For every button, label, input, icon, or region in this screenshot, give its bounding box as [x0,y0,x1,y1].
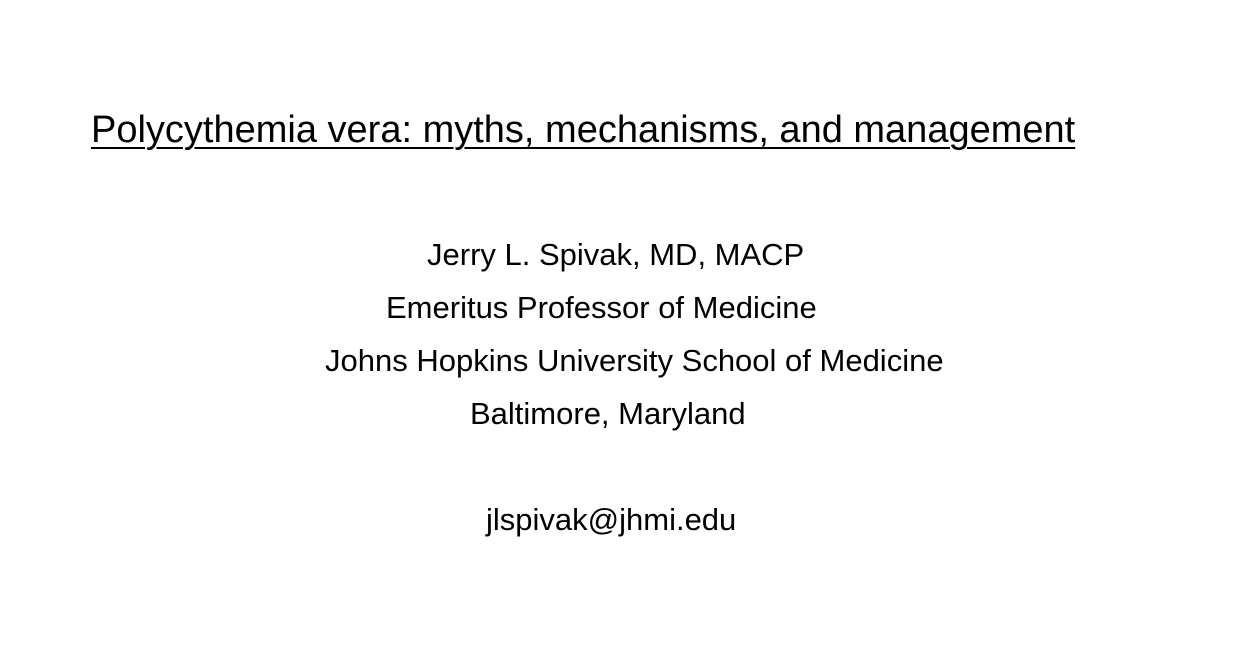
author-institution: Johns Hopkins University School of Medicine [325,343,944,378]
author-name: Jerry L. Spivak, MD, MACP [427,237,805,272]
author-email: jlspivak@jhmi.edu [486,502,737,537]
author-position: Emeritus Professor of Medicine [386,290,817,325]
author-location: Baltimore, Maryland [470,396,746,431]
slide-title: Polycythemia vera: myths, mechanisms, and management [91,109,1076,151]
